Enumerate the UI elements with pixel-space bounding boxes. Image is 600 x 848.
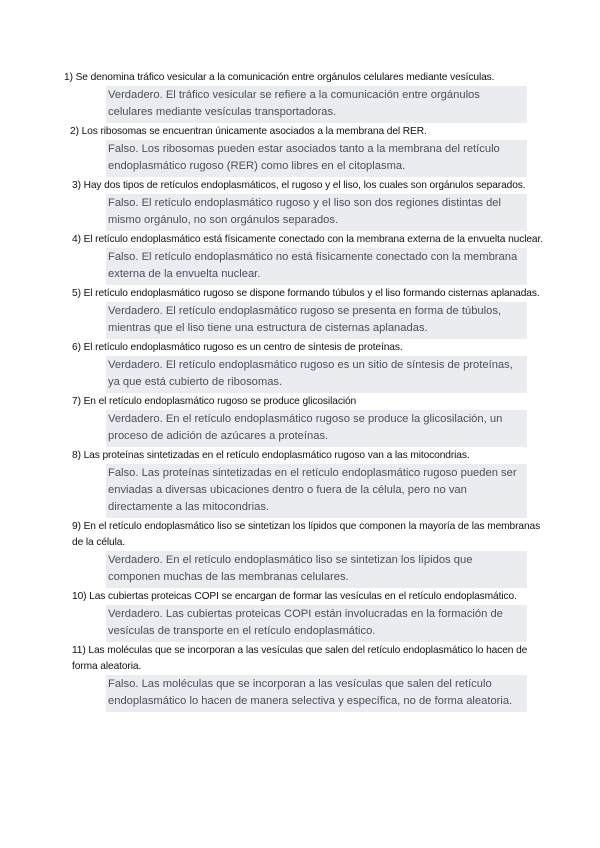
question-11: 11) Las moléculas que se incorporan a las vesículas que salen del retículo endoplasmático lo hacen de forma aleatoria.: [72, 645, 528, 672]
question-3: 3) Hay dos tipos de retículos endoplasmáticos, el rugoso y el liso, los cuales son orgánulos separados.: [72, 180, 526, 191]
question-7: 7) En el retículo endoplasmático rugoso se produce glicosilación: [72, 396, 357, 407]
answer-1: Verdadero. El tráfico vesicular se refiere a la comunicación entre orgánulos celulares mediante vesículas transportadoras.: [106, 86, 527, 123]
answer-8: Falso. Las proteínas sintetizadas en el retículo endoplasmático rugoso pueden ser enviadas a diversas ubicaciones dentro o fuera de la célula, pero no van directamente a las mitocondrias.: [106, 464, 527, 518]
answer-5: Verdadero. El retículo endoplasmático rugoso se presenta en forma de túbulos, mientras que el liso tiene una estructura de cisternas aplanadas.: [106, 302, 527, 339]
question-10: 10) Las cubiertas proteicas COPI se encargan de formar las vesículas en el retículo endoplasmático.: [72, 591, 517, 602]
answer-7: Verdadero. En el retículo endoplasmático rugoso se produce la glicosilación, un proceso de adición de azúcares a proteínas.: [106, 410, 527, 447]
question-6: 6) El retículo endoplasmático rugoso es un centro de síntesis de proteínas.: [72, 342, 403, 353]
question-4: 4) El retículo endoplasmático está físicamente conectado con la membrana externa de la envuelta nuclear.: [72, 234, 543, 245]
answer-6: Verdadero. El retículo endoplasmático rugoso es un sitio de síntesis de proteínas, ya que está cubierto de ribosomas.: [106, 356, 527, 393]
answer-11: Falso. Las moléculas que se incorporan a las vesículas que salen del retículo endoplasmático lo hacen de manera selectiva y específica, no de forma aleatoria.: [106, 675, 527, 712]
question-9: 9) En el retículo endoplasmático liso se sintetizan los lípidos que componen la mayoría de las membranas de la célula.: [72, 521, 541, 548]
answer-9: Verdadero. En el retículo endoplasmático liso se sintetizan los lípidos que componen muchas de las membranas celulares.: [106, 551, 527, 588]
answer-2: Falso. Los ribosomas pueden estar asociados tanto a la membrana del retículo endoplasmático rugoso (RER) como libres en el citoplasma.: [106, 140, 527, 177]
question-list: [64, 70, 548, 713]
answer-4: Falso. El retículo endoplasmático no está físicamente conectado con la membrana externa de la envuelta nuclear.: [106, 248, 527, 285]
answer-3: Falso. El retículo endoplasmático rugoso y el liso son dos regiones distintas del mismo orgánulo, no son orgánulos separados.: [106, 194, 527, 231]
question-5: 5) El retículo endoplasmático rugoso se dispone formando túbulos y el liso formando cisternas aplanadas.: [72, 288, 540, 299]
question-2: 2) Los ribosomas se encuentran únicamente asociados a la membrana del RER.: [70, 126, 427, 137]
question-8: 8) Las proteínas sintetizadas en el retículo endoplasmático rugoso van a las mitocondrias.: [72, 450, 470, 461]
question-1: 1) Se denomina tráfico vesicular a la comunicación entre orgánulos celulares mediante vesículas.: [64, 72, 495, 83]
answer-10: Verdadero. Las cubiertas proteicas COPI están involucradas en la formación de vesículas de transporte en el retículo endoplasmático.: [106, 605, 527, 642]
